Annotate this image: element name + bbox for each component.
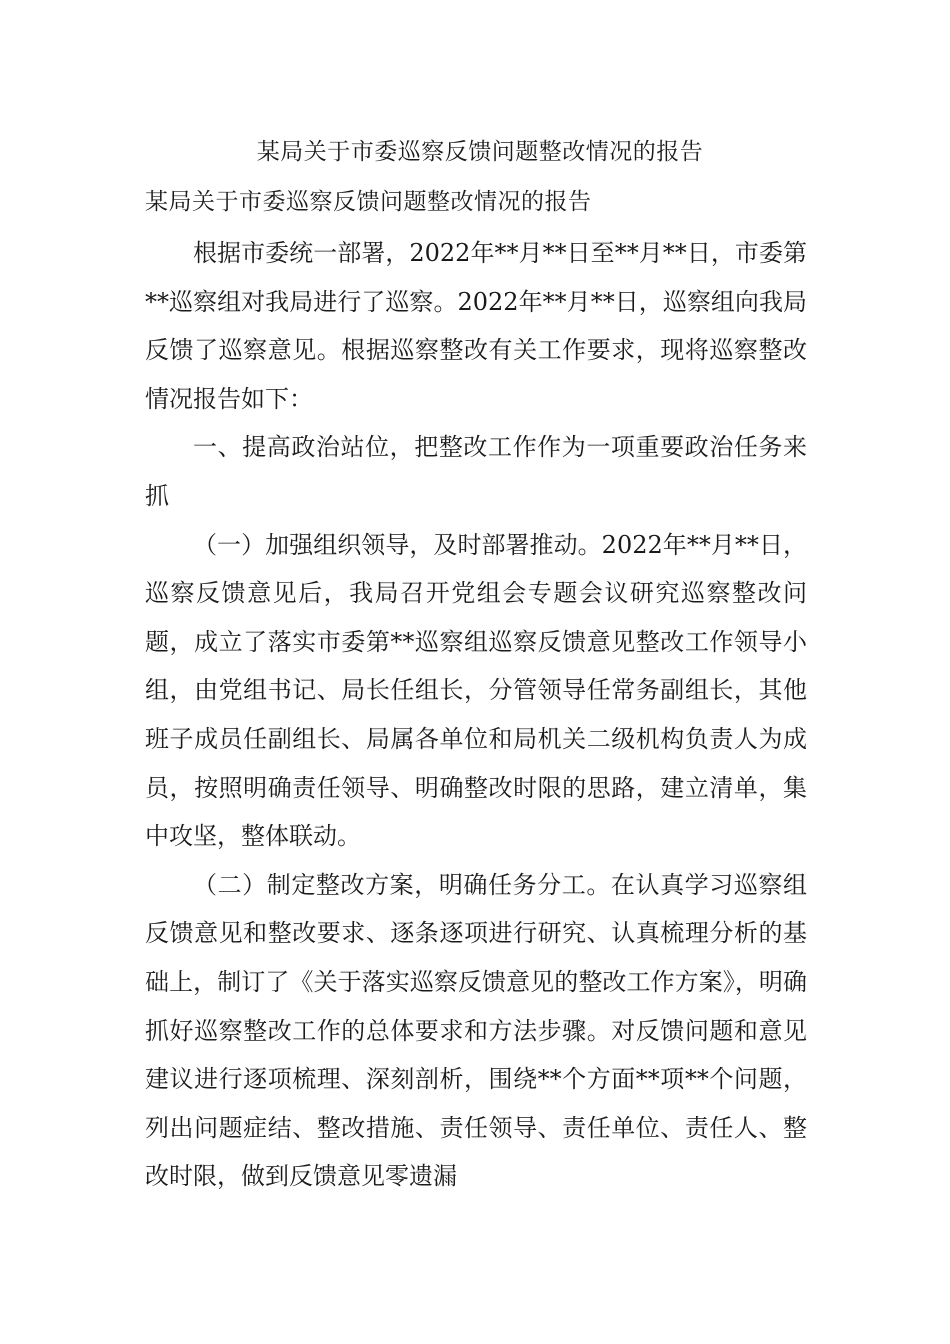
document-title: 某局关于市委巡察反馈问题整改情况的报告	[256, 139, 704, 165]
paragraph-intro: 根据市委统一部署，2022年**月**日至**月**日，市委第**巡察组对我局进行了巡察。2022年**月**日，巡察组向我局反馈了巡察意见。根据巡察整改有关工作要求，现将巡察整改情况报告如下：	[145, 239, 807, 413]
paragraph-organization: （一）加强组织领导，及时部署推动。2022年**月**日，巡察反馈意见后，我局召开党组会专题会议研究巡察整改问题，成立了落实市委第**巡察组巡察反馈意见整改工作领导小组，由党组书记、局长任组长，分管领导任常务副组长，其他班子成员任副组长、局属各单位和局机关二级机构负责人为成员，按照明确责任领导、明确整改时限的思路，建立清单，集中攻坚，整体联动。	[145, 530, 807, 851]
section-heading-1: 一、提高政治站位，把整改工作作为一项重要政治任务来抓	[145, 433, 807, 510]
document-body	[145, 229, 807, 1201]
paragraph-plan: （二）制定整改方案，明确任务分工。在认真学习巡察组反馈意见和整改要求、逐条逐项进行研究、认真梳理分析的基础上，制订了《关于落实巡察反馈意见的整改工作方案》，明确抓好巡察整改工作的总体要求和方法步骤。对反馈问题和意见建议进行逐项梳理、深刻剖析，围绕**个方面**项**个问题，列出问题症结、整改措施、责任领导、责任单位、责任人、整改时限，做到反馈意见零遗漏	[145, 870, 807, 1191]
document-subtitle: 某局关于市委巡察反馈问题整改情况的报告	[145, 189, 592, 215]
